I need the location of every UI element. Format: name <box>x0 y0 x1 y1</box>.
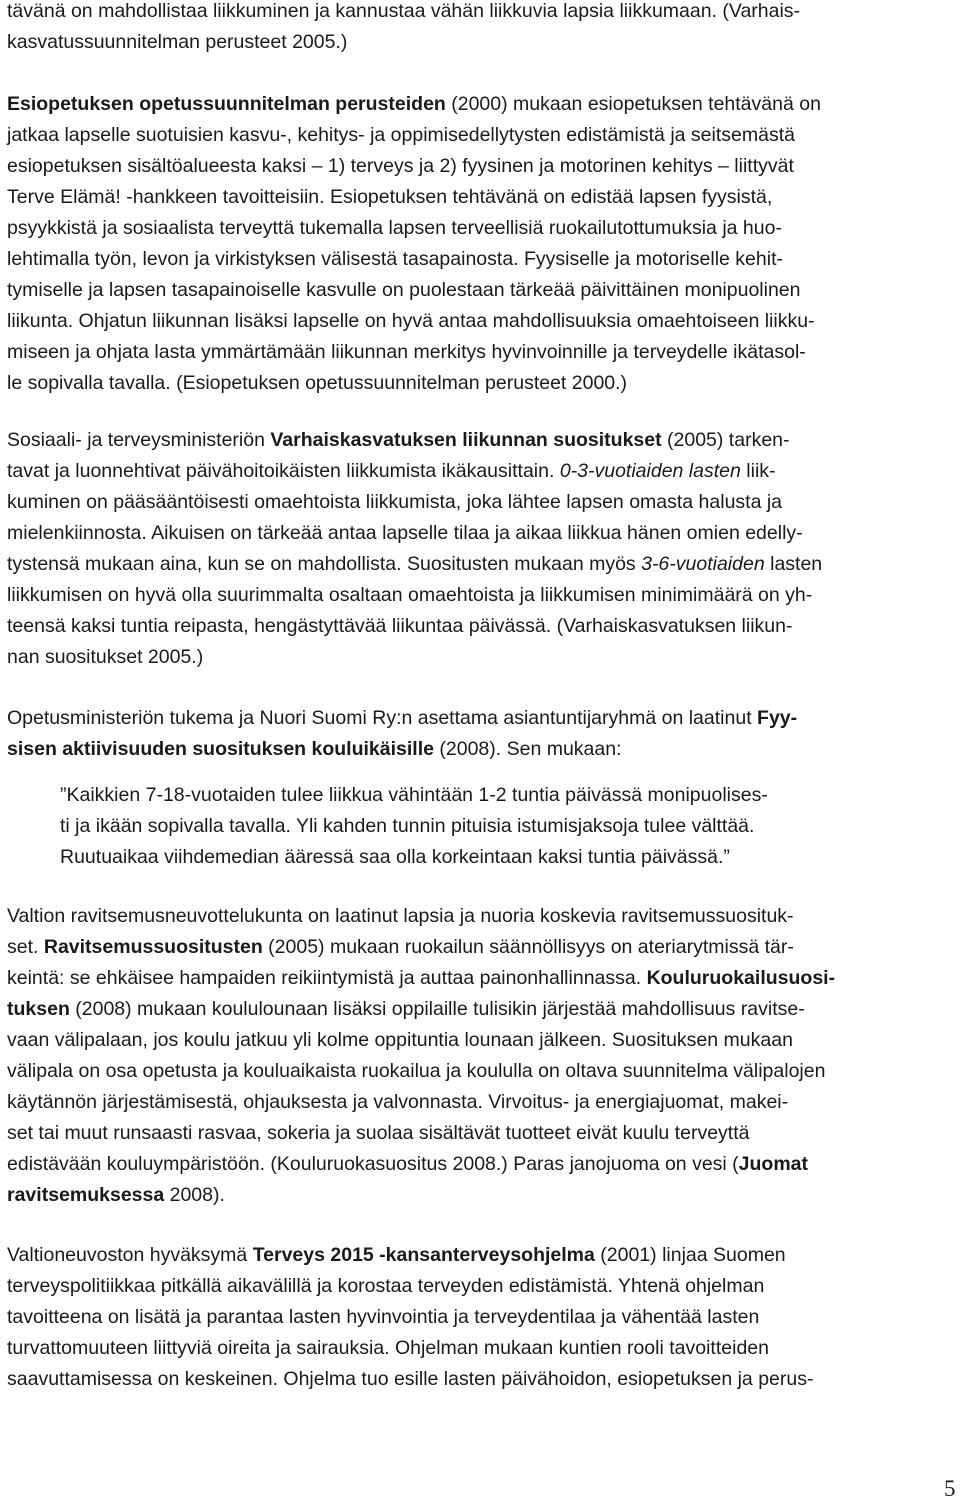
text-line: liikunta. Ohjatun liikunnan lisäksi lapselle on hyvä antaa mahdollisuuksia omaehtoiseen liikku- <box>7 310 815 332</box>
paragraph-physical-activity <box>7 703 953 765</box>
text-line: saavuttamisessa on keskeinen. Ohjelma tuo esille lasten päivähoidon, esiopetuksen ja perus- <box>7 1368 814 1390</box>
bold-term: Fyy- <box>757 707 798 729</box>
text-line: Terve Elämä! -hankkeen tavoitteisiin. Esiopetuksen tehtävänä on edistää lapsen fyysistä, <box>7 186 773 208</box>
text-line: mielenkiinnosta. Aikuisen on tärkeää antaa lapselle tilaa ja aikaa liikkua hänen omien edelly- <box>7 522 803 544</box>
bold-term: Varhaiskasvatuksen liikunnan suositukset <box>270 429 662 451</box>
text-line: tymiselle ja lapsen tasapainoiselle kasvulle on puolestaan tärkeää päivittäinen monipuolinen <box>7 279 801 301</box>
text-line: liikkumisen on hyvä olla suurimmalta osaltaan omaehtoista ja liikkumisen minimimäärä on yh- <box>7 584 813 606</box>
bold-term: ravitsemuksessa <box>7 1184 165 1206</box>
text-line: tävänä on mahdollistaa liikkuminen ja kannustaa vähän liikkuvia lapsia liikkumaan. (Varhais- <box>7 0 801 22</box>
text-line: lehtimalla työn, levon ja virkistyksen välisestä tasapainosta. Fyysiselle ja motoriselle kehit- <box>7 248 783 270</box>
text-line: sisen aktiivisuuden suosituksen kouluikäisille (2008). Sen mukaan: <box>7 738 622 760</box>
bold-term: Terveys 2015 -kansanterveysohjelma <box>252 1244 595 1266</box>
page-number: 5 <box>944 1476 956 1501</box>
text-line: set tai muut runsaasti rasvaa, sokeria ja suolaa sisältävät tuotteet eivät kuulu terveyttä <box>7 1122 750 1144</box>
text-line: välipala on osa opetusta ja kouluaikaista ruokailua ja koululla on oltava suunnitelma välipalojen <box>7 1060 826 1082</box>
text-line: tavoitteena on lisätä ja parantaa lasten hyvinvointia ja terveydentilaa ja vähentää lasten <box>7 1306 760 1328</box>
text-line: Opetusministeriön tukema ja Nuori Suomi Ry:n asettama asiantuntijaryhmä on laatinut Fyy- <box>7 707 798 729</box>
text-line: käytännön järjestämisestä, ohjauksesta ja valvonnasta. Virvoitus- ja energiajuomat, makei- <box>7 1091 789 1113</box>
bold-term: tuksen <box>7 998 70 1020</box>
paragraph-nutrition-recommendations <box>7 901 953 1211</box>
text-line: miseen ja ohjata lasta ymmärtämään liikunnan merkitys hyvinvoinnille ja terveydelle ikätasol- <box>7 341 806 363</box>
italic-term: 0-3-vuotiaiden lasten <box>559 460 741 482</box>
text-line: kasvatussuunnitelman perusteet 2005.) <box>7 31 348 53</box>
text-line: terveyspolitiikkaa pitkällä aikavälillä ja korostaa terveyden edistämistä. Yhtenä ohjelman <box>7 1275 765 1297</box>
paragraph-early-childhood-recommendations <box>7 425 953 673</box>
text-line: tystensä mukaan aina, kun se on mahdollista. Suositusten mukaan myös 3-6-vuotiaiden lasten <box>7 553 823 575</box>
text-line: tuksen (2008) mukaan koululounaan lisäksi oppilaille tulisikin järjestää mahdollisuus ravitse- <box>7 998 805 1020</box>
paragraph-intro-continuation <box>7 0 953 58</box>
paragraph-preschool-curriculum <box>7 89 953 399</box>
bold-term: sisen aktiivisuuden suosituksen kouluikäisille <box>7 738 434 760</box>
quote-line: ”Kaikkien 7-18-vuotaiden tulee liikkua vähintään 1-2 tuntia päivässä monipuolises- <box>60 784 768 806</box>
text-line: tavat ja luonnehtivat päivähoitoikäisten liikkumista ikäkausittain. 0-3-vuotiaiden lasten liik- <box>7 460 776 482</box>
text-line: Esiopetuksen opetussuunnitelman perusteiden (2000) mukaan esiopetuksen tehtävänä on <box>7 93 821 115</box>
text-line: set. Ravitsemussuositusten (2005) mukaan ruokailun säännöllisyys on ateriarytmissä tär- <box>7 936 794 958</box>
text-line: le sopivalla tavalla. (Esiopetuksen opetussuunnitelman perusteet 2000.) <box>7 372 628 394</box>
text-line: esiopetuksen sisältöalueesta kaksi – 1) terveys ja 2) fyysinen ja motorinen kehitys – liittyvät <box>7 155 794 177</box>
text-line: kuminen on pääsääntöisesti omaehtoista liikkumista, joka lähtee lapsen omasta halusta ja <box>7 491 783 513</box>
block-quote <box>60 780 940 873</box>
bold-term: Kouluruokailusuosi- <box>646 967 836 989</box>
text-line: turvattomuuteen liittyviä oireita ja sairauksia. Ohjelman mukaan kuntien rooli tavoitteiden <box>7 1337 769 1359</box>
text-line: keintä: se ehkäisee hampaiden reikiintymistä ja auttaa painonhallinnassa. Kouluruokailusuosi- <box>7 967 836 989</box>
text-line: edistävään kouluympäristöön. (Kouluruokasuositus 2008.) Paras janojuoma on vesi (Juomat <box>7 1153 809 1175</box>
bold-term: Esiopetuksen opetussuunnitelman perusteiden <box>7 93 446 115</box>
italic-term: 3-6-vuotiaiden <box>641 553 765 575</box>
text-line: jatkaa lapselle suotuisien kasvu-, kehitys- ja oppimisedellytysten edistämistä ja seitsemästä <box>7 124 795 146</box>
bold-term: Ravitsemussuositusten <box>43 936 263 958</box>
text-line: Valtion ravitsemusneuvottelukunta on laatinut lapsia ja nuoria koskevia ravitsemussuosituk- <box>7 905 794 927</box>
quote-line: Ruutuaikaa viihdemedian ääressä saa olla korkeintaan kaksi tuntia päivässä.” <box>60 846 730 868</box>
text-line: teensä kaksi tuntia reipasta, hengästyttävää liikuntaa päivässä. (Varhaiskasvatuksen liikun- <box>7 615 793 637</box>
text-line: Valtioneuvoston hyväksymä Terveys 2015 -kansanterveysohjelma (2001) linjaa Suomen <box>7 1244 786 1266</box>
bold-term: Juomat <box>738 1153 809 1175</box>
text-line: ravitsemuksessa 2008). <box>7 1184 225 1206</box>
text-line: nan suositukset 2005.) <box>7 646 204 668</box>
paragraph-health-2015 <box>7 1240 953 1395</box>
quote-line: ti ja ikään sopivalla tavalla. Yli kahden tunnin pituisia istumisjaksoja tulee välttää. <box>60 815 755 837</box>
text-line: psyykkistä ja sosiaalista terveyttä tukemalla lapsen terveellisiä ruokailutottumuksia ja huo- <box>7 217 782 239</box>
text-line: vaan välipalaan, jos koulu jatkuu yli kolme oppituntia lounaan jälkeen. Suosituksen mukaan <box>7 1029 793 1051</box>
text-line: Sosiaali- ja terveysministeriön Varhaiskasvatuksen liikunnan suositukset (2005) tarken- <box>7 429 790 451</box>
